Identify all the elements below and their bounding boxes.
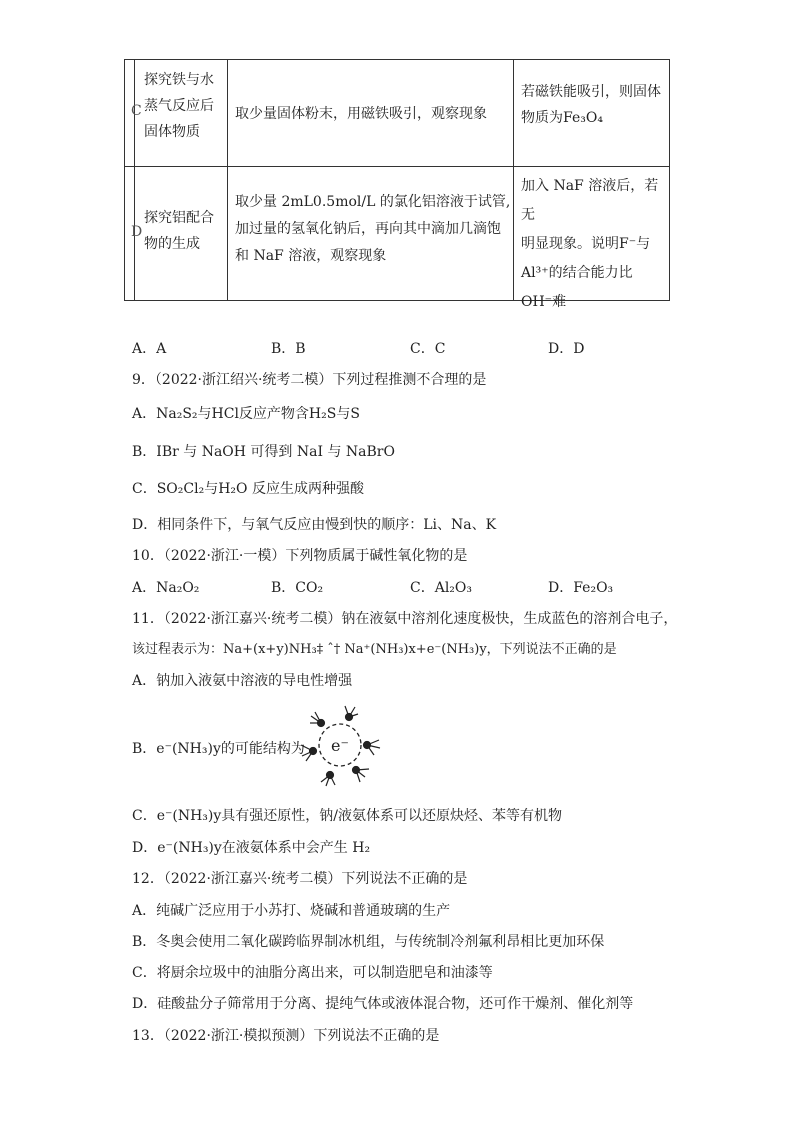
experiment-table [124,59,669,310]
row-c-conclusion-line: 若磁铁能吸引，则固体 [521,84,661,100]
q9-option-a: A．Na₂S₂与HCl反应产物含H₂S与S [132,406,360,422]
q11-stem-line1: 11．（2022·浙江嘉兴·统考二模）钠在液氨中溶剂化速度极快，生成蓝色的溶剂合电子， [132,611,678,627]
q9-option-c: C．SO₂Cl₂与H₂O 反应生成两种强酸 [132,481,364,497]
row-d-method-line: 和 NaF 溶液，观察现象 [235,248,387,264]
q11-option-c: C．e⁻(NH₃)y具有强还原性，钠/液氨体系可以还原炔烃、苯等有机物 [132,808,563,824]
q12-option-d: D．硅酸盐分子筛常用于分离、提纯气体或液体混合物，还可作干燥剂、催化剂等 [132,996,634,1012]
q12-option-b: B．冬奥会使用二氧化碳跨临界制冰机组，与传统制冷剂氟利昂相比更加环保 [132,934,605,950]
row-c-topic [144,67,226,145]
q10-option-c: C．Al₂O₃ [410,580,473,596]
electron-label: e⁻ [331,736,349,755]
table-row-line [124,166,669,167]
q8-option-c: C．C [410,341,446,357]
row-d-topic [144,205,226,257]
q13-stem: 13．（2022·浙江·模拟预测）下列说法不正确的是 [132,1028,440,1044]
row-d-conclusion-line: OH⁻难 [521,294,567,310]
row-c-topic-line: 探究铁与水 [144,72,214,88]
q11-option-a: A．钠加入液氨中溶液的导电性增强 [132,673,353,689]
table-col-line [513,59,514,300]
row-label-d: D [131,224,143,240]
row-c-method: 取少量固体粉末，用磁铁吸引，观察现象 [235,106,487,122]
row-d-conclusion-line: 明显现象。说明F⁻与 [521,236,651,252]
row-d-topic-line: 探究铝配合 [144,210,214,226]
q12-option-a: A．纯碱广泛应用于小苏打、烧碱和普通玻璃的生产 [132,903,451,919]
row-c-topic-line: 固体物质 [144,124,200,140]
row-d-conclusion-line: Al³⁺的结合能力比 [521,265,633,281]
table-col-line [227,59,228,300]
q10-option-b: B．CO₂ [271,580,324,596]
q12-stem: 12．（2022·浙江嘉兴·统考二模）下列说法不正确的是 [132,871,468,887]
row-c-conclusion-line: 物质为Fe₃O₄ [521,110,603,126]
row-d-conclusion-line: 加入 NaF 溶液后，若无 [521,178,659,223]
row-d-conclusion [521,172,667,317]
q8-option-b: B．B [271,341,306,357]
q9-option-d: D．相同条件下，与氧气反应由慢到快的顺序：Li、Na、K [132,517,497,533]
row-c-topic-line: 蒸气反应后 [144,98,214,114]
row-d-method-line: 取少量 2mL0.5mol/L 的氯化铝溶液于试管, [235,194,511,210]
solvated-electron-diagram [290,703,390,788]
row-d-method-line: 加过量的氢氧化钠后，再向其中滴加几滴饱 [235,221,501,237]
q11-stem-line2: 该过程表示为：Na+(x+y)NH₃‡ ˆ† Na⁺(NH₃)x+e⁻(NH₃)y，下列说法不正确的是 [132,642,617,657]
q11-option-d: D．e⁻(NH₃)y在液氨体系中会产生 H₂ [132,840,371,856]
q12-option-c: C．将厨余垃圾中的油脂分离出来，可以制造肥皂和油漆等 [132,965,493,981]
q9-option-b: B．IBr 与 NaOH 可得到 NaI 与 NaBrO [132,444,395,460]
row-d-topic-line: 物的生成 [144,236,200,252]
q8-option-d: D．D [548,341,585,357]
q8-option-a: A．A [132,341,167,357]
row-c-conclusion [521,79,667,131]
row-label-c: C [131,103,142,119]
q10-option-d: D．Fe₂O₃ [548,580,614,596]
q10-stem: 10．（2022·浙江·一模）下列物质属于碱性氧化物的是 [132,548,468,564]
row-d-method [235,189,511,270]
q10-option-a: A．Na₂O₂ [132,580,200,596]
q9-stem: 9．（2022·浙江绍兴·统考二模）下列过程推测不合理的是 [132,372,487,388]
table-col-line [134,59,135,300]
q11-option-b: B．e⁻(NH₃)y的可能结构为 [132,741,305,757]
